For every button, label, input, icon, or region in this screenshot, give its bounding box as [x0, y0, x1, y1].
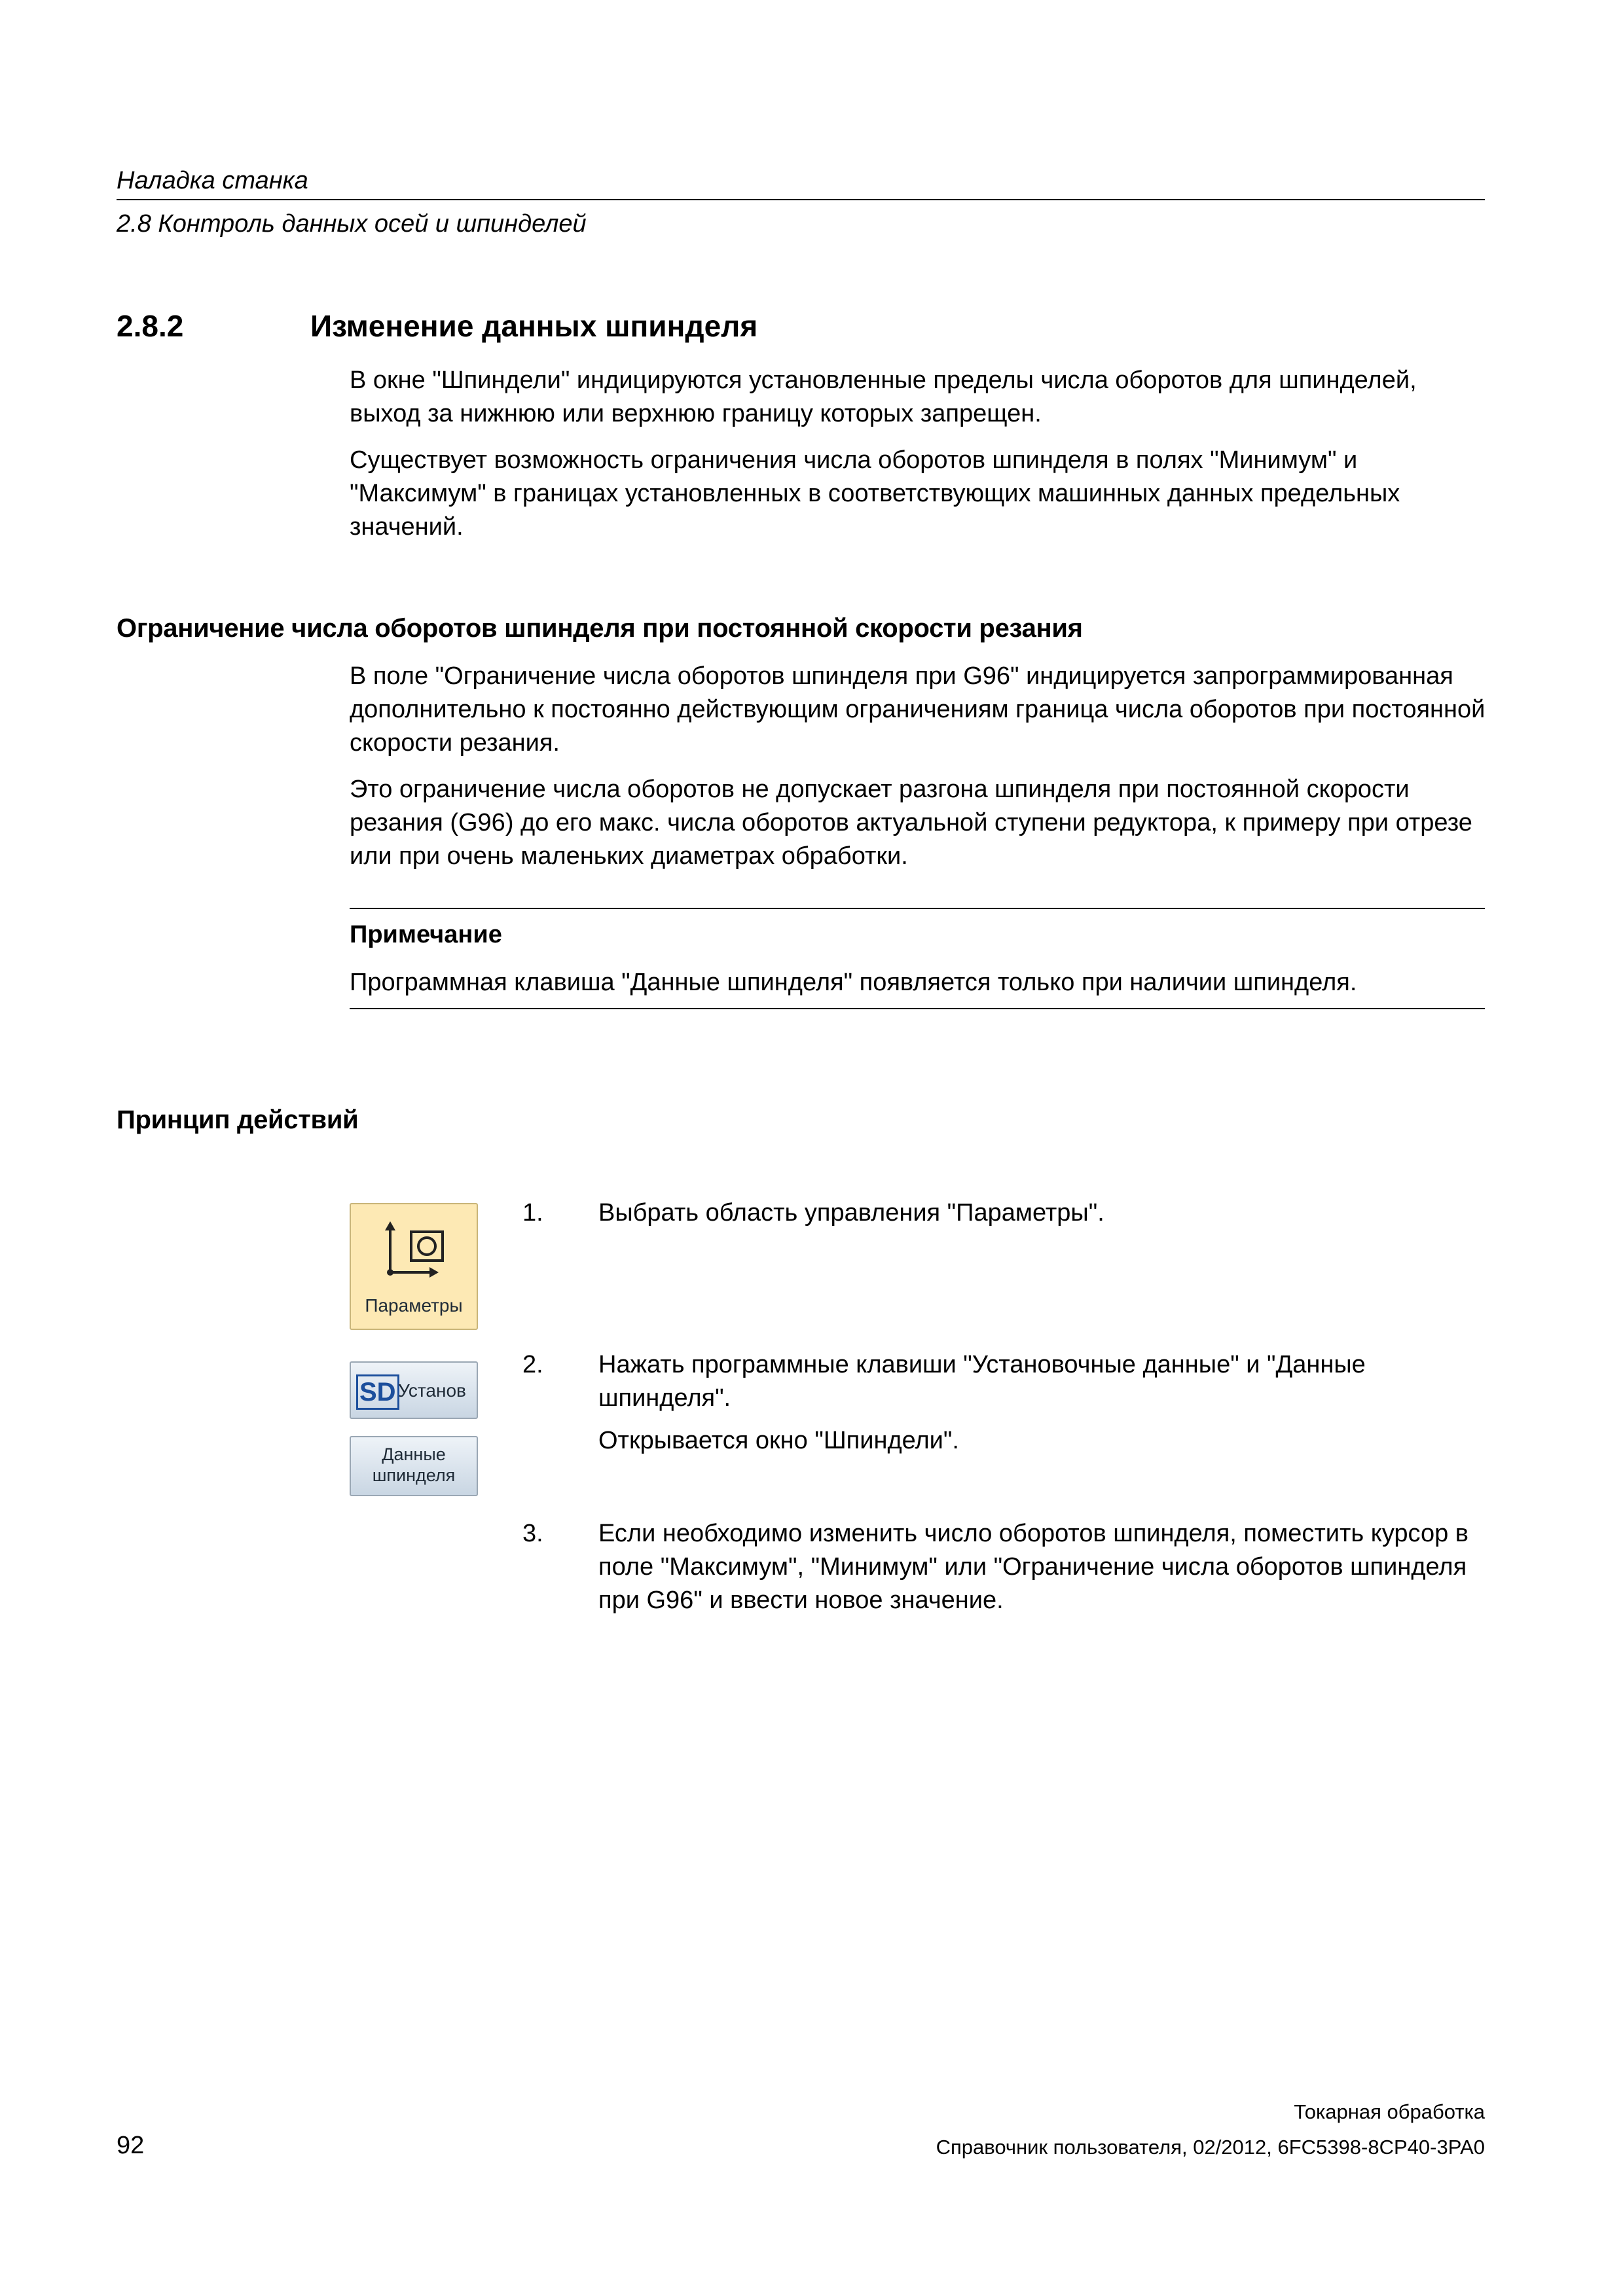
footer-book-title: Токарная обработка — [1294, 2100, 1485, 2123]
header-section: 2.8 Контроль данных осей и шпинделей — [117, 210, 587, 238]
note-bottom-rule — [350, 1008, 1485, 1009]
step-3-number: 3. — [522, 1520, 543, 1547]
sd-icon: SD — [356, 1374, 399, 1410]
spindle-data-softkey[interactable] — [350, 1436, 478, 1496]
header-chapter: Наладка станка — [117, 167, 308, 194]
subsection-body — [350, 660, 1489, 886]
note-title: Примечание — [350, 921, 502, 948]
section-body — [350, 364, 1489, 557]
section-number: 2.8.2 — [117, 309, 184, 343]
step-2-result: Открывается окно "Шпиндели". — [598, 1427, 959, 1454]
subsection-paragraph-1: В поле "Ограничение числа оборотов шпинделя при G96" индицируется запрограммированная дополнительно к постоянно действующим ограничениям граница числа оборотов при постоянной скорости резания. — [350, 662, 1486, 757]
section-title: Изменение данных шпинделя — [310, 309, 758, 343]
procedure-title: Принцип действий — [117, 1105, 359, 1134]
parameters-softkey-label: Параметры — [365, 1295, 463, 1316]
header-rule — [117, 199, 1485, 200]
axes-parameters-icon — [376, 1220, 448, 1285]
section-paragraph-1: В окне "Шпиндели" индицируются установленные пределы числа оборотов для шпинделей, выход за нижнюю или верхнюю границу которых запрещен. — [350, 367, 1417, 427]
step-2-text: Нажать программные клавиши "Установочные данные" и "Данные шпинделя". — [598, 1351, 1366, 1412]
step-3-text: Если необходимо изменить число оборотов шпинделя, поместить курсор в поле "Максимум", "Минимум" или "Ограничение числа оборотов шпинделя при G96" и ввести новое значение. — [598, 1520, 1468, 1614]
spindle-data-softkey-line1: Данные — [382, 1444, 446, 1464]
subsection-title: Ограничение числа оборотов шпинделя при постоянной скорости резания — [117, 614, 1083, 643]
step-1-text: Выбрать область управления "Параметры". — [598, 1199, 1104, 1227]
step-2-number: 2. — [522, 1351, 543, 1378]
setup-data-softkey-label: Установ — [398, 1380, 466, 1401]
page-number: 92 — [117, 2132, 145, 2159]
subsection-paragraph-2: Это ограничение числа оборотов не допускает разгона шпинделя при постоянной скорости резания (G96) до его макс. числа оборотов актуальной ступени редуктора, к примеру при отрезе или при очень маленьких диаметрах обработки. — [350, 776, 1472, 870]
spindle-data-softkey-line2: шпинделя — [372, 1465, 456, 1485]
footer-manual-info: Справочник пользователя, 02/2012, 6FC5398-8CP40-3PA0 — [936, 2136, 1485, 2159]
step-1-number: 1. — [522, 1199, 543, 1227]
note-text: Программная клавиша "Данные шпинделя" появляется только при наличии шпинделя. — [350, 969, 1357, 996]
note-top-rule — [350, 908, 1485, 909]
section-paragraph-2: Существует возможность ограничения числа оборотов шпинделя в полях "Минимум" и "Максимум" в границах установленных в соответствующих машинных данных предельных значений. — [350, 446, 1400, 541]
parameters-softkey[interactable] — [350, 1203, 478, 1330]
setup-data-softkey[interactable] — [350, 1361, 478, 1419]
